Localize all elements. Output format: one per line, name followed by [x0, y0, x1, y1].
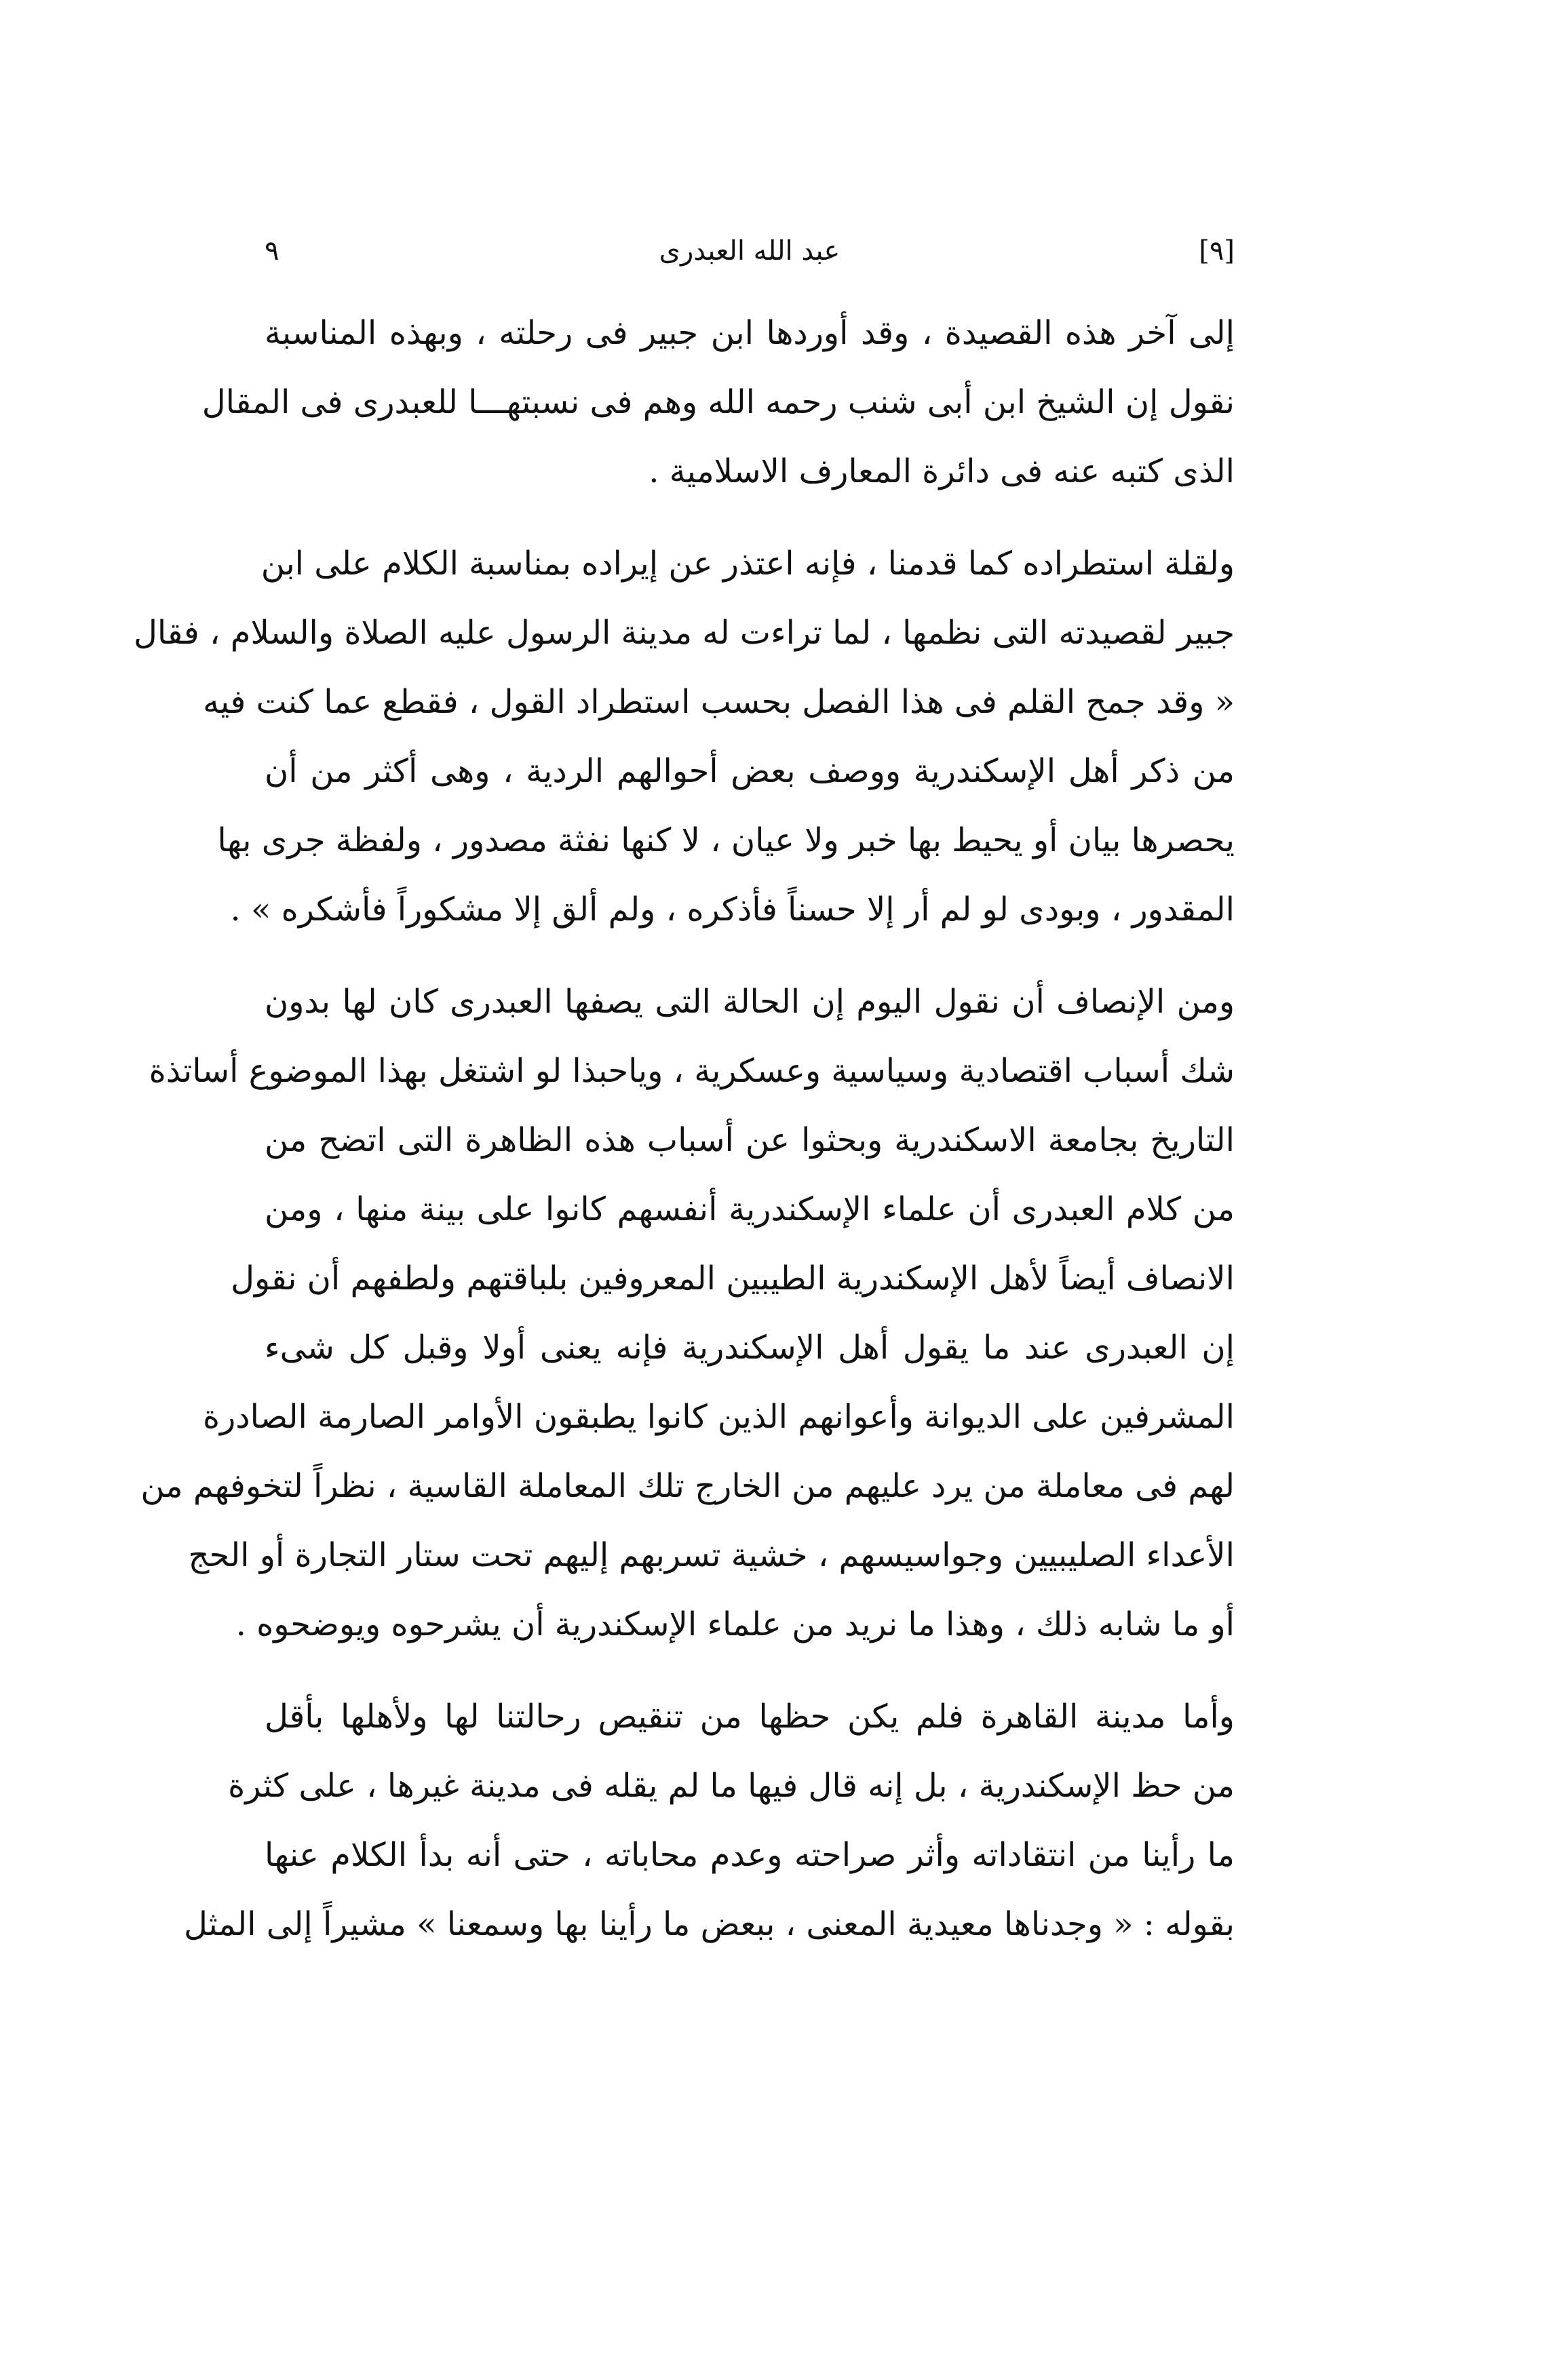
text-line: ومن الإنصاف أن نقول اليوم إن الحالة التى يصفها العبدرى كان لها بدون: [265, 983, 1235, 1021]
page-number-bracketed: [٩]: [1199, 235, 1235, 267]
paragraph-1: [201, 298, 1235, 506]
body-text: [134, 298, 1235, 1982]
text-line: « وقد جمح القلم فى هذا الفصل بحسب استطراد القول ، فقطع عما كنت فيه: [203, 683, 1235, 721]
page-header: [265, 224, 1235, 278]
text-line: المقدور ، وبودى لو لم أر إلا حسناً فأذكره ، ولم ألق إلا مشكوراً فأشكره » .: [230, 891, 1235, 929]
paragraph-3: [140, 967, 1235, 1659]
page-number-left: ٩: [265, 235, 279, 267]
text-line: نقول إن الشيخ ابن أبى شنب رحمه الله وهم فى نسبتهـــا للعبدرى فى المقال: [201, 383, 1235, 421]
text-line: جبير لقصيدته التى نظمها ، لما تراءت له مدينة الرسول عليه الصلاة والسلام ، فقال: [134, 614, 1235, 652]
text-line: من كلام العبدرى أن علماء الإسكندرية أنفسهم كانوا على بينة منها ، ومن: [265, 1190, 1235, 1228]
text-line: وأما مدينة القاهرة فلم يكن حظها من تنقيص رحالتنا لها ولأهلها بأقل: [265, 1698, 1235, 1736]
text-line: يحصرها بيان أو يحيط بها خبر ولا عيان ، لا كنها نفثة مصدور ، ولفظة جرى بها: [217, 821, 1235, 859]
text-line: المشرفين على الديوانة وأعوانهم الذين كانوا يطبقون الأوامر الصارمة الصادرة: [202, 1398, 1235, 1436]
paragraph-2: [134, 529, 1235, 944]
text-line: الانصاف أيضاً لأهل الإسكندرية الطيبين المعروفين بلباقتهم ولطفهم أن نقول: [231, 1260, 1235, 1298]
text-line: لهم فى معاملة من يرد عليهم من الخارج تلك المعاملة القاسية ، نظراً لتخوفهم من: [140, 1467, 1235, 1505]
text-line: ولقلة استطراده كما قدمنا ، فإنه اعتذر عن إيراده بمناسبة الكلام على ابن: [260, 545, 1235, 583]
text-line: من ذكر أهل الإسكندرية ووصف بعض أحوالهم الردية ، وهى أكثر من أن: [265, 752, 1235, 790]
text-line: ما رأينا من انتقاداته وأثر صراحته وعدم محاباته ، حتى أنه بدأ الكلام عنها: [265, 1836, 1235, 1874]
text-line: بقوله : « وجدناها معيدية المعنى ، ببعض ما رأينا بها وسمعنا » مشيراً إلى المثل: [183, 1905, 1235, 1943]
text-line: شك أسباب اقتصادية وسياسية وعسكرية ، وياحبذا لو اشتغل بهذا الموضوع أساتذة: [149, 1052, 1235, 1090]
text-line: إلى آخر هذه القصيدة ، وقد أوردها ابن جبير فى رحلته ، وبهذه المناسبة: [265, 314, 1235, 352]
text-line: أو ما شابه ذلك ، وهذا ما نريد من علماء الإسكندرية أن يشرحوه ويوضحوه .: [235, 1605, 1235, 1643]
text-line: إن العبدرى عند ما يقول أهل الإسكندرية فإنه يعنى أولا وقبل كل شىء: [265, 1329, 1235, 1367]
paragraph-4: [183, 1682, 1235, 1959]
text-line: الأعداء الصليبيين وجواسيسهم ، خشية تسربهم إليهم تحت ستار التجارة أو الحج: [188, 1536, 1235, 1574]
running-title: عبد الله العبدرى: [659, 235, 841, 267]
text-line: من حظ الإسكندرية ، بل إنه قال فيها ما لم يقله فى مدينة غيرها ، على كثرة: [228, 1767, 1235, 1805]
text-line: الذى كتبه عنه فى دائرة المعارف الاسلامية .: [649, 452, 1235, 490]
text-line: التاريخ بجامعة الاسكندرية وبحثوا عن أسباب هذه الظاهرة التى اتضح من: [265, 1121, 1235, 1159]
